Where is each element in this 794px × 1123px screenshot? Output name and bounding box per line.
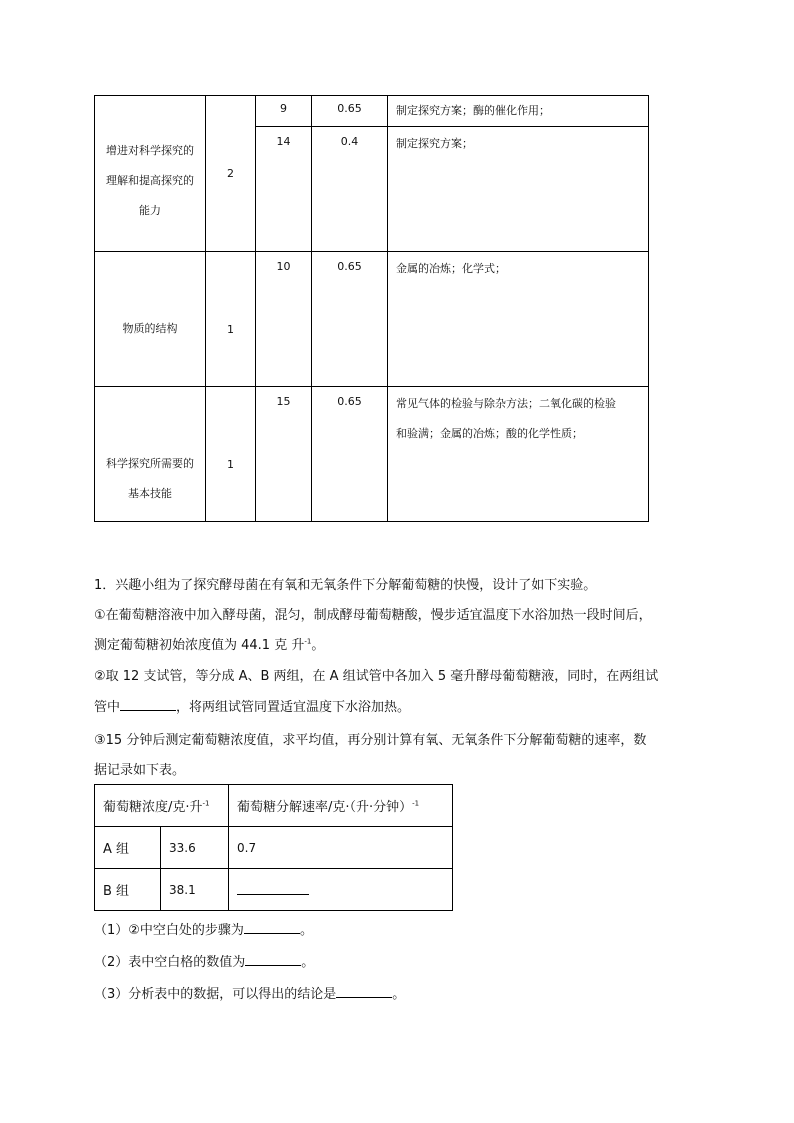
difficulty-cell: 0.65 [312, 387, 388, 522]
question-number-cell: 10 [256, 252, 312, 387]
table-row [95, 869, 453, 911]
topic-line: 科学探究所需要的 [106, 457, 194, 470]
step1-line [94, 634, 714, 653]
topic-cell [95, 96, 206, 252]
table-row [95, 387, 649, 522]
topic-line: 增进对科学探究的 [106, 143, 194, 157]
step2-line: ②取 12 支试管，等分成 A、B 两组，在 A 组试管中各加入 5 毫升酵母葡萄糖液，同时，在两组试 [94, 669, 659, 684]
knowledge-points-cell: 制定探究方案； [388, 127, 649, 252]
rate-cell: 0.7 [229, 827, 453, 869]
step2-line [94, 696, 714, 715]
question-number-cell: 14 [256, 127, 312, 252]
difficulty-cell: 0.65 [312, 252, 388, 387]
topic-line: 理解和提高探究的 [106, 173, 194, 187]
difficulty-cell: 0.65 [312, 96, 388, 127]
step2-text: ，将两组试管同置适宜温度下水浴加热。 [176, 700, 411, 715]
group-cell: B 组 [95, 869, 161, 911]
step1-line: ①在葡萄糖溶液中加入酵母菌，混匀，制成酵母葡萄糖酸，慢步适宜温度下水浴加热一段时间后， [94, 608, 652, 623]
answer-blank[interactable] [245, 953, 301, 966]
subquestion-text: （1）②中空白处的步骤为 [94, 923, 244, 938]
unit-superscript: -1 [412, 799, 420, 808]
step3-line: ③15 分钟后测定葡萄糖浓度值，求平均值，再分别计算有氧、无氧条件下分解葡萄糖的速率，数 [94, 733, 647, 748]
knowledge-points-cell: 金属的冶炼；化学式； [388, 252, 649, 387]
table-row [95, 96, 649, 127]
subquestion-end: 。 [301, 955, 315, 970]
rate-answer-blank[interactable] [237, 882, 309, 895]
count-cell: 1 [206, 387, 256, 522]
knowledge-points-cell [388, 387, 649, 522]
subquestion-3 [94, 983, 714, 1002]
unit-superscript: -1 [202, 799, 210, 808]
rate-cell[interactable] [229, 869, 453, 911]
topic-line: 能力 [139, 203, 161, 217]
table-header-row [95, 785, 453, 827]
syllabus-table [94, 95, 649, 522]
subquestion-2 [94, 951, 714, 970]
unit-superscript: -1 [304, 637, 312, 646]
answer-blank[interactable] [244, 921, 300, 934]
question-number-cell: 15 [256, 387, 312, 522]
group-cell: A 组 [95, 827, 161, 869]
count-cell: 2 [206, 96, 256, 252]
knowledge-points-cell: 制定探究方案；酶的催化作用； [388, 96, 649, 127]
step2-text: 管中 [94, 700, 121, 715]
answer-blank[interactable] [336, 985, 392, 998]
concentration-cell: 38.1 [161, 869, 229, 911]
question-number-cell: 9 [256, 96, 312, 127]
subquestion-1 [94, 919, 714, 938]
table-row [95, 827, 453, 869]
step1-text: 测定葡萄糖初始浓度值为 44.1 克 升 [94, 638, 305, 653]
topic-line: 基本技能 [128, 487, 172, 500]
concentration-cell: 33.6 [161, 827, 229, 869]
header-text: 葡萄糖浓度/克·升 [103, 800, 203, 815]
knowledge-points-line: 常见气体的检验与除杂方法；二氧化碳的检验 [396, 397, 616, 410]
answer-blank[interactable] [120, 698, 176, 711]
subquestion-end: 。 [392, 987, 406, 1002]
table-row [95, 252, 649, 387]
step3-line: 据记录如下表。 [94, 763, 186, 778]
question-intro: 1．兴趣小组为了探究酵母菌在有氧和无氧条件下分解葡萄糖的快慢，设计了如下实验。 [94, 578, 597, 593]
header-text: 葡萄糖分解速率/克·（升·分钟） [237, 800, 413, 815]
subquestion-text: （2）表中空白格的数值为 [94, 955, 246, 970]
glucose-data-table [94, 784, 453, 911]
header-rate [229, 785, 453, 827]
topic-cell [95, 387, 206, 522]
difficulty-cell: 0.4 [312, 127, 388, 252]
knowledge-points-line: 和验满；金属的冶炼；酸的化学性质； [396, 427, 583, 440]
topic-cell: 物质的结构 [95, 252, 206, 387]
count-cell: 1 [206, 252, 256, 387]
subquestion-end: 。 [299, 923, 313, 938]
subquestion-text: （3）分析表中的数据，可以得出的结论是 [94, 987, 337, 1002]
step1-end: 。 [311, 638, 325, 653]
header-concentration [95, 785, 229, 827]
